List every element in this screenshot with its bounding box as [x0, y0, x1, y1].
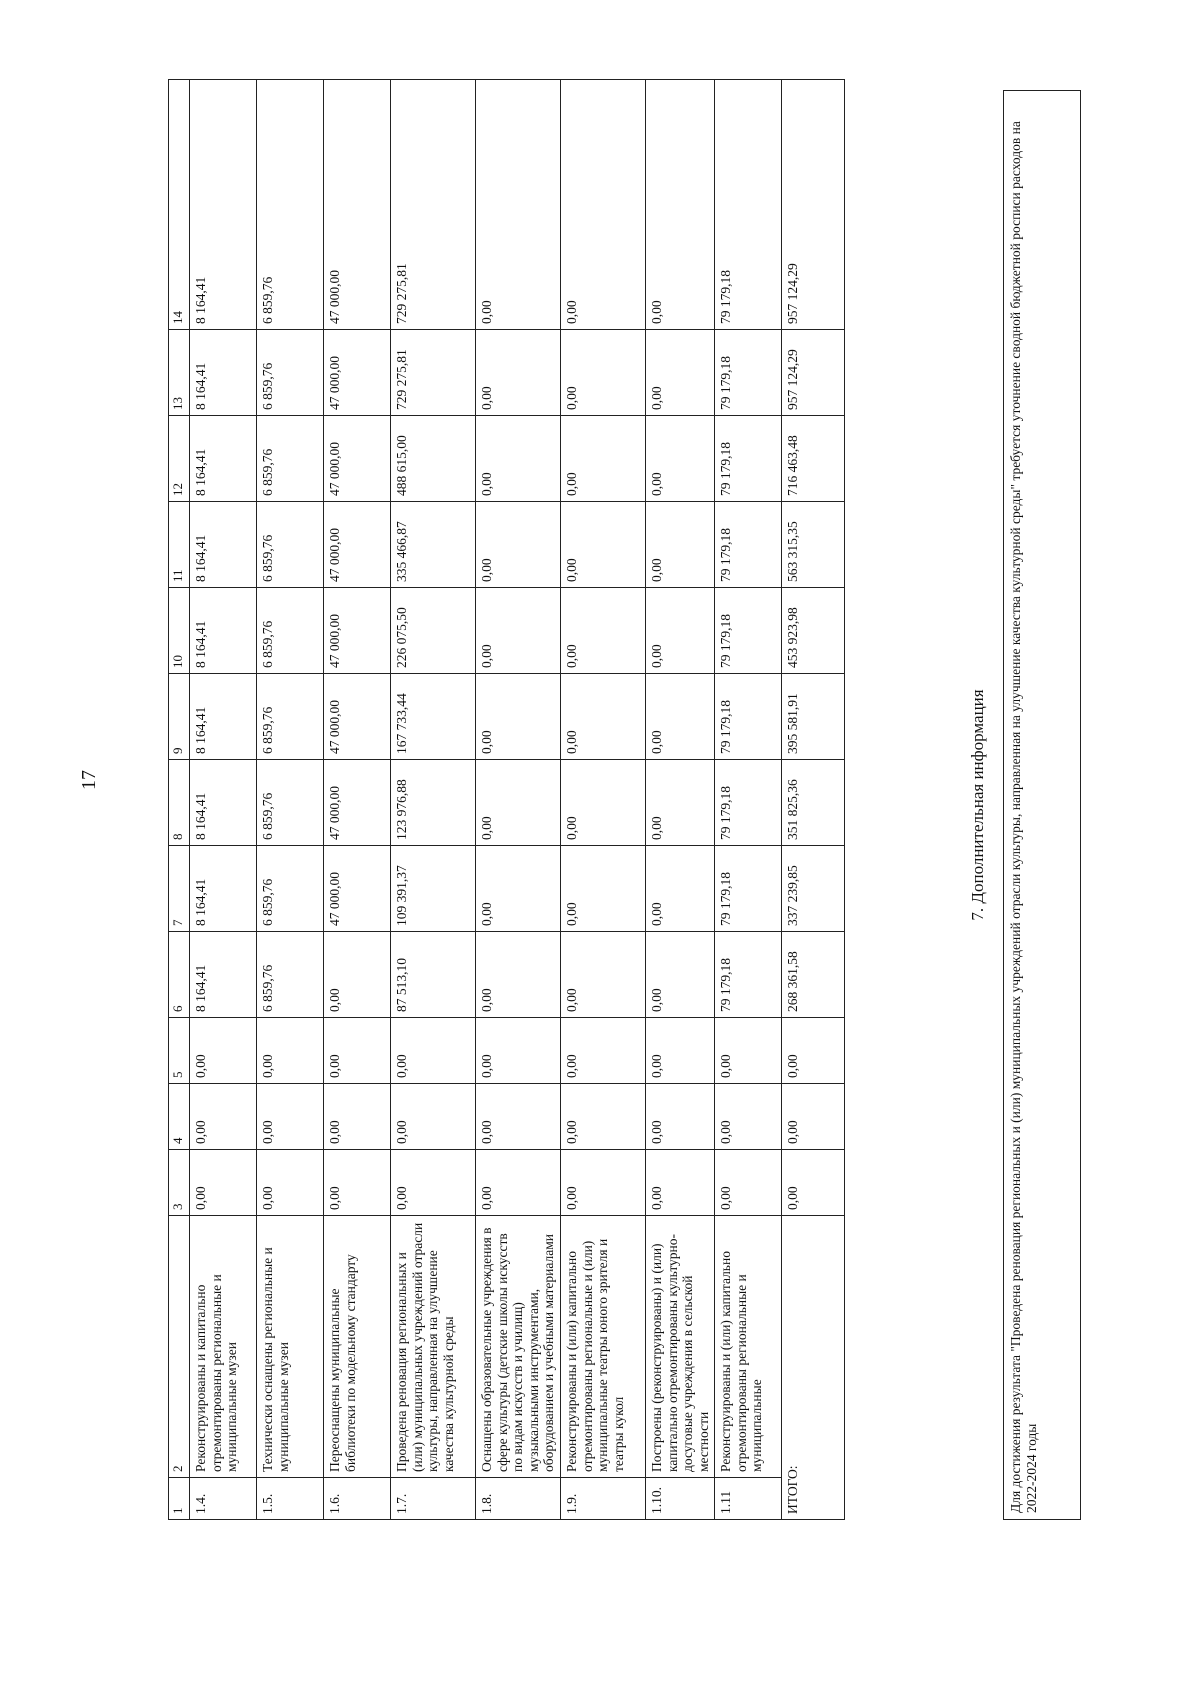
value-cell: 47 000,00 [324, 416, 391, 502]
header-cell: 6 [169, 932, 190, 1018]
value-cell: 79 179,18 [715, 760, 782, 846]
value-cell: 0,00 [646, 1150, 715, 1216]
total-value-cell: 716 463,48 [782, 416, 845, 502]
value-cell: 0,00 [561, 588, 646, 674]
value-cell: 8 164,41 [190, 330, 257, 416]
value-cell: 6 859,76 [257, 674, 324, 760]
value-cell: 87 513,10 [391, 932, 476, 1018]
header-cell: 9 [169, 674, 190, 760]
value-cell: 0,00 [561, 416, 646, 502]
header-cell: 11 [169, 502, 190, 588]
value-cell: 0,00 [561, 330, 646, 416]
total-value-cell: 957 124,29 [782, 80, 845, 330]
value-cell: 0,00 [476, 502, 561, 588]
value-cell: 79 179,18 [715, 416, 782, 502]
section-heading: 7. Дополнительная информация [968, 689, 987, 921]
table-body [190, 80, 845, 1520]
value-cell: 0,00 [190, 1018, 257, 1084]
row-number: 1.7. [391, 1478, 476, 1520]
value-cell: 79 179,18 [715, 674, 782, 760]
value-cell: 0,00 [257, 1084, 324, 1150]
table-row [324, 80, 391, 1520]
value-cell: 79 179,18 [715, 502, 782, 588]
value-cell: 0,00 [476, 932, 561, 1018]
value-cell: 0,00 [646, 330, 715, 416]
value-cell: 0,00 [324, 1084, 391, 1150]
value-cell: 0,00 [715, 1150, 782, 1216]
value-cell: 6 859,76 [257, 760, 324, 846]
header-cell: 14 [169, 80, 190, 330]
value-cell: 0,00 [561, 1084, 646, 1150]
header-cell: 4 [169, 1084, 190, 1150]
row-number: 1.10. [646, 1478, 715, 1520]
value-cell: 8 164,41 [190, 502, 257, 588]
value-cell: 729 275,81 [391, 80, 476, 330]
value-cell: 6 859,76 [257, 330, 324, 416]
value-cell: 0,00 [476, 760, 561, 846]
value-cell: 8 164,41 [190, 760, 257, 846]
value-cell: 0,00 [561, 502, 646, 588]
value-cell: 0,00 [391, 1018, 476, 1084]
value-cell: 109 391,37 [391, 846, 476, 932]
value-cell: 0,00 [324, 1150, 391, 1216]
value-cell: 0,00 [646, 932, 715, 1018]
value-cell: 8 164,41 [190, 416, 257, 502]
value-cell: 0,00 [190, 1084, 257, 1150]
total-value-cell: 0,00 [782, 1018, 845, 1084]
value-cell: 0,00 [476, 588, 561, 674]
row-number: 1.5. [257, 1478, 324, 1520]
total-value-cell: 0,00 [782, 1084, 845, 1150]
table-row [476, 80, 561, 1520]
value-cell: 0,00 [476, 330, 561, 416]
value-cell: 0,00 [476, 674, 561, 760]
row-name: Технически оснащены региональные и муниципальные музеи [257, 1216, 324, 1478]
value-cell: 0,00 [476, 846, 561, 932]
value-cell: 0,00 [646, 760, 715, 846]
value-cell: 47 000,00 [324, 674, 391, 760]
value-cell: 47 000,00 [324, 330, 391, 416]
row-number: 1.8. [476, 1478, 561, 1520]
value-cell: 0,00 [715, 1084, 782, 1150]
table-row [190, 80, 257, 1520]
value-cell: 8 164,41 [190, 932, 257, 1018]
value-cell: 0,00 [715, 1018, 782, 1084]
value-cell: 0,00 [646, 588, 715, 674]
value-cell: 0,00 [324, 1018, 391, 1084]
table-row [646, 80, 715, 1520]
total-value-cell: 268 361,58 [782, 932, 845, 1018]
value-cell: 0,00 [476, 416, 561, 502]
value-cell: 0,00 [646, 80, 715, 330]
value-cell: 0,00 [646, 502, 715, 588]
value-cell: 0,00 [561, 1018, 646, 1084]
value-cell: 0,00 [646, 674, 715, 760]
value-cell: 0,00 [561, 760, 646, 846]
value-cell: 0,00 [561, 674, 646, 760]
value-cell: 226 075,50 [391, 588, 476, 674]
total-value-cell: 337 239,85 [782, 846, 845, 932]
value-cell: 6 859,76 [257, 416, 324, 502]
rotated-sheet [168, 90, 1200, 1520]
value-cell: 0,00 [324, 932, 391, 1018]
page-number: 17 [78, 770, 100, 790]
value-cell: 47 000,00 [324, 80, 391, 330]
value-cell: 6 859,76 [257, 932, 324, 1018]
value-cell: 79 179,18 [715, 80, 782, 330]
value-cell: 6 859,76 [257, 502, 324, 588]
total-value-cell: 453 923,98 [782, 588, 845, 674]
total-value-cell: 563 315,35 [782, 502, 845, 588]
table-row [391, 80, 476, 1520]
note-box: Для достижения результата "Проведена реновация региональных и (или) муниципальных учреждений отрасли культуры, направленная на улучшение качества культурной среды" требуется уточнение сводной бюджетной росписи расходов на 2022-2024 годы [1003, 90, 1081, 1520]
header-cell: 1 [169, 1478, 190, 1520]
value-cell: 8 164,41 [190, 674, 257, 760]
budget-table [168, 79, 845, 1520]
value-cell: 0,00 [476, 80, 561, 330]
value-cell: 167 733,44 [391, 674, 476, 760]
header-cell: 5 [169, 1018, 190, 1084]
total-value-cell: 0,00 [782, 1150, 845, 1216]
row-name: Реконструированы и (или) капитально отремонтированы региональные и (или) муниципальные театры юного зрителя и театры кукол [561, 1216, 646, 1478]
value-cell: 8 164,41 [190, 846, 257, 932]
value-cell: 6 859,76 [257, 80, 324, 330]
value-cell: 0,00 [561, 1150, 646, 1216]
value-cell: 8 164,41 [190, 588, 257, 674]
value-cell: 0,00 [257, 1150, 324, 1216]
value-cell: 0,00 [391, 1150, 476, 1216]
value-cell: 8 164,41 [190, 80, 257, 330]
value-cell: 47 000,00 [324, 846, 391, 932]
value-cell: 79 179,18 [715, 932, 782, 1018]
header-cell: 2 [169, 1216, 190, 1478]
total-value-cell: 957 124,29 [782, 330, 845, 416]
header-cell: 8 [169, 760, 190, 846]
value-cell: 0,00 [561, 846, 646, 932]
row-number: 1.9. [561, 1478, 646, 1520]
row-name: Переоснащены муниципальные библиотеки по модельному стандарту [324, 1216, 391, 1478]
total-row [782, 80, 845, 1520]
value-cell: 0,00 [646, 1018, 715, 1084]
value-cell: 79 179,18 [715, 330, 782, 416]
value-cell: 0,00 [190, 1150, 257, 1216]
total-value-cell: 395 581,91 [782, 674, 845, 760]
row-number: 1.6. [324, 1478, 391, 1520]
total-label: ИТОГО: [782, 1216, 845, 1520]
value-cell: 47 000,00 [324, 760, 391, 846]
header-cell: 3 [169, 1150, 190, 1216]
row-name: Реконструированы и (или) капитально отремонтированы региональные и муниципальные [715, 1216, 782, 1478]
header-cell: 12 [169, 416, 190, 502]
row-number: 1.4. [190, 1478, 257, 1520]
value-cell: 0,00 [561, 932, 646, 1018]
row-name: Реконструированы и капитально отремонтированы региональные и муниципальные музеи [190, 1216, 257, 1478]
value-cell: 0,00 [257, 1018, 324, 1084]
header-cell: 7 [169, 846, 190, 932]
value-cell: 6 859,76 [257, 846, 324, 932]
value-cell: 0,00 [646, 1084, 715, 1150]
header-cell: 10 [169, 588, 190, 674]
table-row [257, 80, 324, 1520]
value-cell: 0,00 [476, 1084, 561, 1150]
value-cell: 0,00 [391, 1084, 476, 1150]
value-cell: 47 000,00 [324, 502, 391, 588]
value-cell: 488 615,00 [391, 416, 476, 502]
value-cell: 79 179,18 [715, 846, 782, 932]
value-cell: 123 976,88 [391, 760, 476, 846]
total-value-cell: 351 825,36 [782, 760, 845, 846]
value-cell: 729 275,81 [391, 330, 476, 416]
value-cell: 47 000,00 [324, 588, 391, 674]
value-cell: 0,00 [476, 1150, 561, 1216]
row-name: Оснащены образовательные учреждения в сфере культуры (детские школы искусств по видам искусств и училищ) музыкальными инструментами, оборудованием и учебными материалами [476, 1216, 561, 1478]
row-name: Проведена реновация региональных и (или) муниципальных учреждений отрасли культуры, направленная на улучшение качества культурной среды [391, 1216, 476, 1478]
row-name: Построены (реконструированы) и (или) капитально отремонтированы культурно-досуговые учреждения в сельской местности [646, 1216, 715, 1478]
value-cell: 79 179,18 [715, 588, 782, 674]
row-number: 1.11 [715, 1478, 782, 1520]
table-row [561, 80, 646, 1520]
value-cell: 0,00 [646, 416, 715, 502]
table-row [715, 80, 782, 1520]
value-cell: 0,00 [476, 1018, 561, 1084]
value-cell: 6 859,76 [257, 588, 324, 674]
value-cell: 335 466,87 [391, 502, 476, 588]
value-cell: 0,00 [646, 846, 715, 932]
value-cell: 0,00 [561, 80, 646, 330]
header-cell: 13 [169, 330, 190, 416]
header-row [169, 80, 190, 1520]
